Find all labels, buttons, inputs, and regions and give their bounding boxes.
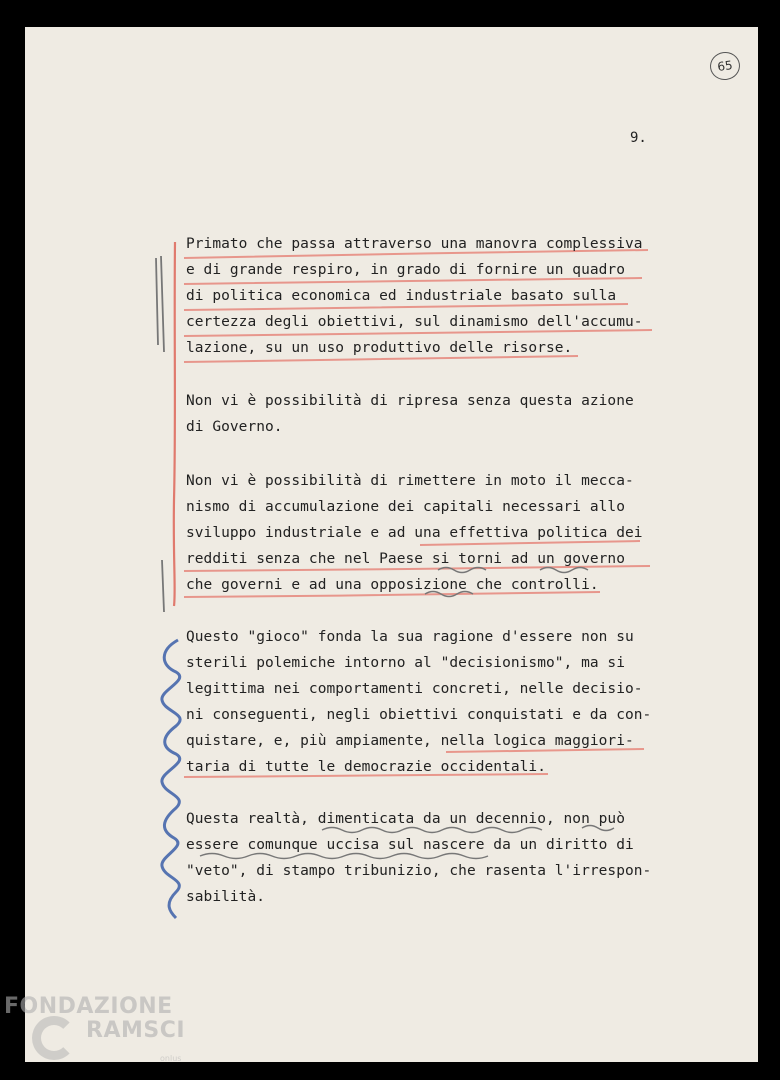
watermark-line-2: RAMSCI (86, 1018, 186, 1043)
text-line: sterili polemiche intorno al "decisionismo", ma si (186, 655, 625, 671)
text-line: legittima nei comportamenti concreti, nelle decisio- (186, 681, 643, 697)
text-line: ni conseguenti, negli obiettivi conquistati e da con- (186, 707, 652, 723)
text-line: di politica economica ed industriale basato sulla (186, 288, 617, 304)
text-line: Non vi è possibilità di ripresa senza questa azione (186, 393, 634, 409)
folio-number: 65 (708, 50, 742, 82)
text-line: taria di tutte le democrazie occidentali. (186, 759, 546, 775)
watermark-g-icon (32, 1016, 76, 1060)
text-line: di Governo. (186, 419, 283, 435)
text-line: quistare, e, più ampiamente, nella logica maggiori- (186, 733, 634, 749)
text-line: lazione, su un uso produttivo delle risorse. (186, 340, 573, 356)
text-line: Primato che passa attraverso una manovra complessiva (186, 236, 643, 252)
text-line: Questo "gioco" fonda la sua ragione d'essere non su (186, 629, 634, 645)
text-line: essere comunque uccisa sul nascere da un diritto di (186, 837, 634, 853)
watermark-line-3: onlus (160, 1054, 182, 1063)
text-line: Non vi è possibilità di rimettere in moto il mecca- (186, 473, 634, 489)
page-number: 9. (630, 130, 647, 146)
text-line: redditi senza che nel Paese si torni ad un governo (186, 551, 625, 567)
text-line: sviluppo industriale e ad una effettiva politica dei (186, 525, 643, 541)
text-line: nismo di accumulazione dei capitali necessari allo (186, 499, 625, 515)
text-line: e di grande respiro, in grado di fornire un quadro (186, 262, 625, 278)
text-line: sabilità. (186, 889, 266, 905)
text-line: "veto", di stampo tribunizio, che rasenta l'irrespon- (186, 863, 652, 879)
text-line: Questa realtà, dimenticata da un decennio, non può (186, 811, 625, 827)
text-line: che governi e ad una opposizione che controlli. (186, 577, 599, 593)
watermark-line-1: FONDAZIONE (4, 994, 173, 1019)
text-line: certezza degli obiettivi, sul dinamismo dell'accumu- (186, 314, 643, 330)
